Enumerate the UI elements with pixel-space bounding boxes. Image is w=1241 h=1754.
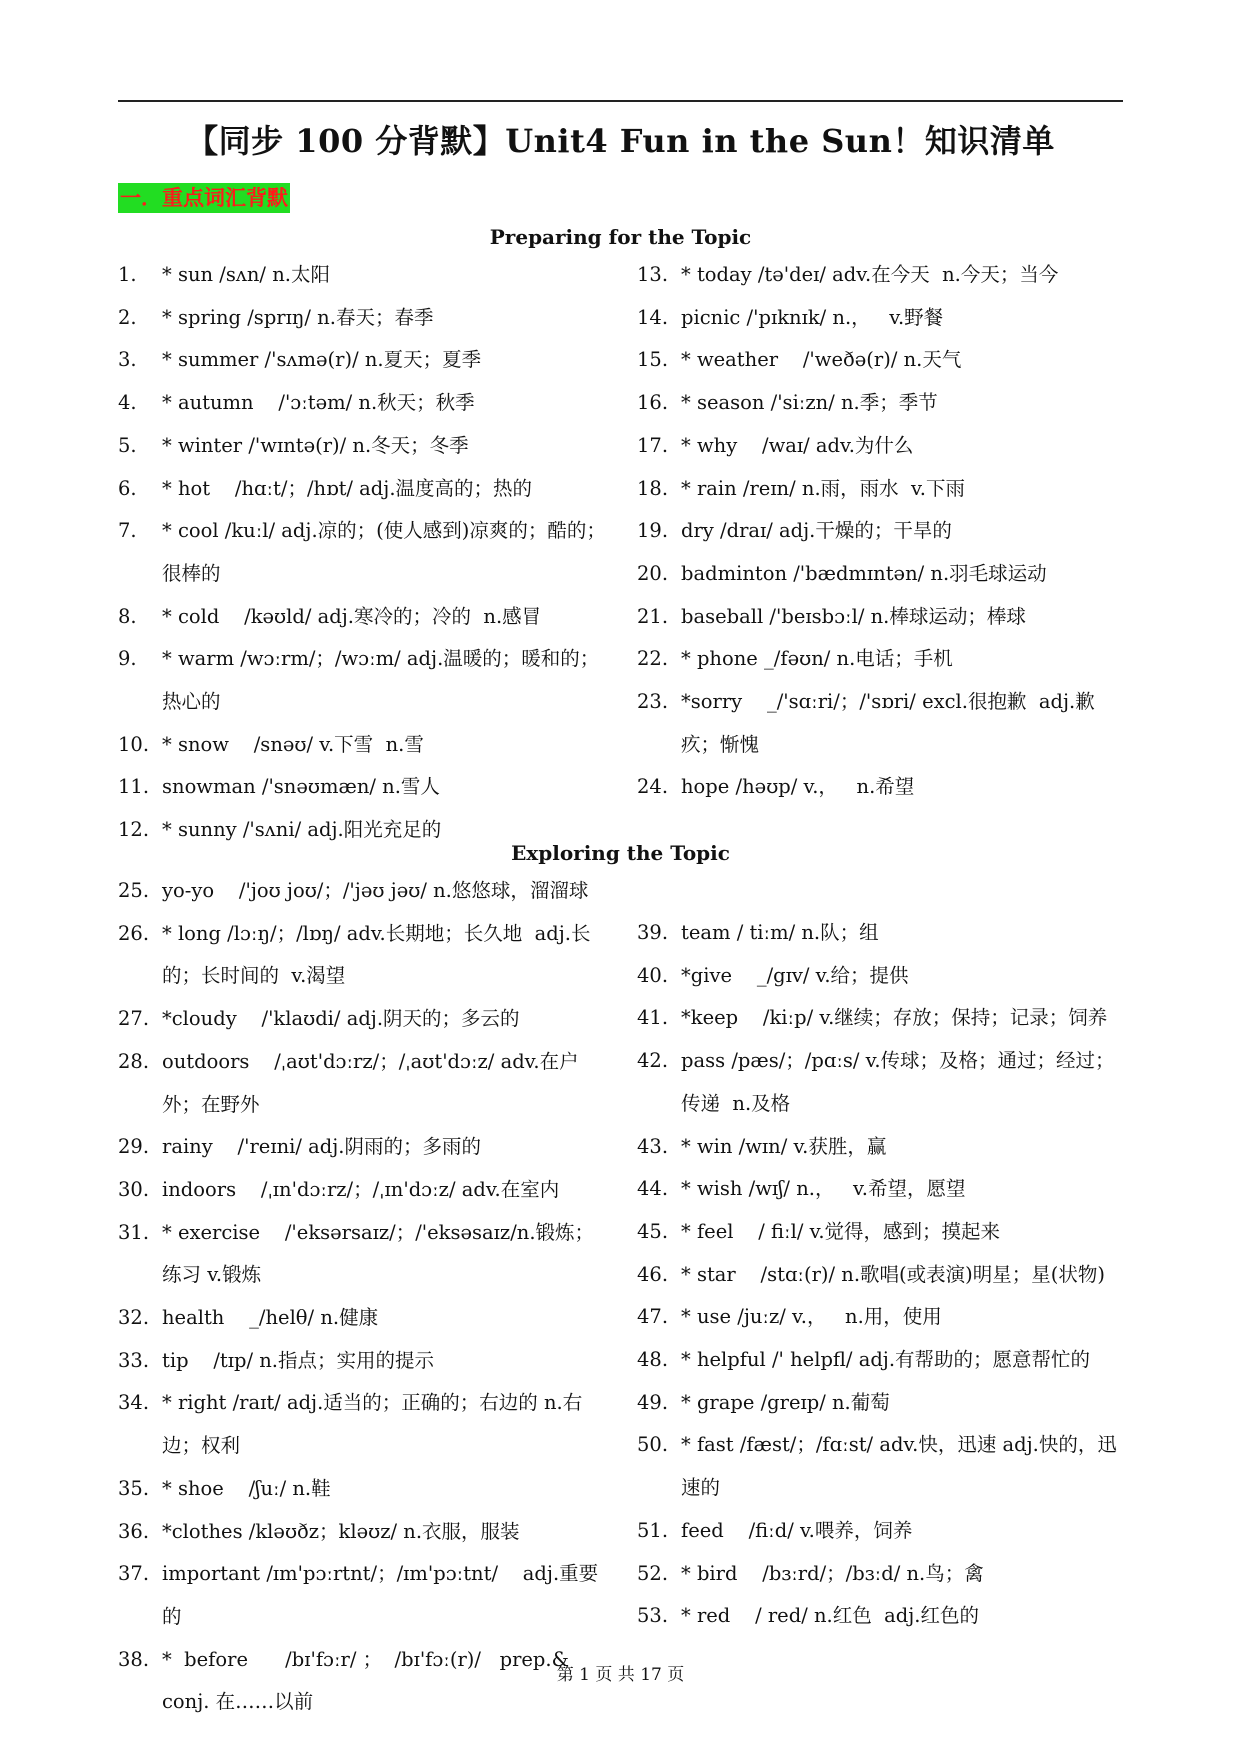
entry-number: 46. (637, 1262, 669, 1286)
entry-number: 14. (637, 305, 669, 329)
entry-number: 5. (118, 433, 137, 457)
entry-number: 25. (118, 879, 150, 902)
vocab-entry (637, 254, 1127, 297)
topic-heading-exploring: Exploring the Topic (511, 841, 730, 865)
entry-text: * sun /sʌn/ n.太阳 (162, 263, 330, 286)
vocab-entry (118, 596, 608, 639)
entry-number: 7. (118, 519, 137, 543)
entry-number: 34. (118, 1391, 150, 1415)
entry-number: 26. (118, 921, 150, 945)
entry-text: snowman /'snəʊmæn/ n.雪人 (162, 775, 440, 799)
entry-text: * sunny /'sʌni/ adj.阳光充足的 (162, 818, 442, 842)
entry-number: 8. (118, 604, 137, 628)
entry-text: * cool /kuːl/ adj.凉的；(使人感到)凉爽的；酷的；很棒的 (162, 519, 606, 585)
vocab-column-right-2 (637, 912, 1127, 1638)
vocab-entry (637, 1296, 1127, 1339)
entry-number: 22. (637, 647, 669, 671)
vocab-entry (118, 1126, 608, 1169)
vocab-entry (637, 1254, 1127, 1297)
entry-text: * snow /snəʊ/ v.下雪 n.雪 (162, 732, 424, 756)
vocab-entry (118, 870, 608, 913)
entry-number: 15. (637, 348, 669, 372)
entry-text: pass /pæs/；/pɑːs/ v.传球；及格；通过；经过；传递 n.及格 (681, 1049, 1115, 1115)
entry-text: *give _/gɪv/ v.给；提供 (681, 963, 909, 987)
entry-number: 38. (118, 1647, 150, 1671)
entry-text: *clothes /kləʊðz；kləʊz/ n.衣服，服装 (162, 1519, 520, 1543)
vocab-entry (637, 596, 1127, 639)
entry-number: 11. (118, 775, 150, 799)
page-footer: 第 1 页 共 17 页 (556, 1665, 685, 1685)
entry-text: indoors /ˌɪn'dɔːrz/；/ˌɪn'dɔːz/ adv.在室内 (162, 1177, 560, 1201)
entry-text: * weather /'weðə(r)/ n.天气 (681, 348, 962, 372)
entry-number: 43. (637, 1134, 669, 1158)
vocab-entry (637, 1126, 1127, 1169)
entry-number: 23. (637, 690, 669, 714)
vocab-entry (637, 1424, 1127, 1509)
entry-number: 18. (637, 476, 669, 500)
entry-number: 50. (637, 1433, 669, 1457)
vocab-entry (637, 553, 1127, 596)
entry-text: * red / red/ n.红色 adj.红色的 (681, 1604, 979, 1628)
entry-number: 3. (118, 348, 137, 372)
vocab-entry (637, 382, 1127, 425)
vocab-entry (118, 1212, 608, 1297)
entry-number: 41. (637, 1006, 669, 1030)
vocab-column-left-1 (118, 254, 608, 852)
vocab-entry (118, 254, 608, 297)
entry-text: * season /'siːzn/ n.季；季节 (681, 391, 938, 415)
section-heading: 一．重点词汇背默 (118, 183, 290, 213)
entry-text: * star /stɑː(r)/ n.歌唱(或表演)明星；星(状物) (681, 1262, 1105, 1286)
entry-text: * why /waɪ/ adv.为什么 (681, 433, 914, 457)
entry-number: 29. (118, 1135, 150, 1159)
entry-number: 4. (118, 391, 137, 415)
entry-number: 31. (118, 1220, 150, 1244)
entry-text: tip /tɪp/ n.指点；实用的提示 (162, 1348, 435, 1372)
vocab-entry (637, 297, 1127, 340)
entry-text: badminton /'bædmɪntən/ n.羽毛球运动 (681, 561, 1047, 585)
entry-text: * rain /reɪn/ n.雨，雨水 v.下雨 (681, 476, 965, 500)
vocab-entry (637, 1553, 1127, 1596)
entry-text: * exercise /'eksərsaɪz/；/'eksəsaɪz/n.锻炼；练习 v.锻炼 (162, 1220, 595, 1287)
entry-number: 12. (118, 818, 150, 842)
entry-text: * autumn /'ɔːtəm/ n.秋天；秋季 (162, 391, 475, 415)
entry-text: outdoors /ˌaʊt'dɔːrz/；/ˌaʊt'dɔːz/ adv.在户外；在野外 (162, 1049, 579, 1116)
entry-text: *keep /kiːp/ v.继续；存放；保持；记录；饲养 (681, 1006, 1108, 1030)
vocab-entry (637, 1040, 1127, 1125)
entry-number: 40. (637, 963, 669, 987)
vocab-entry (118, 510, 608, 595)
vocab-entry (637, 1382, 1127, 1425)
entry-text: yo-yo /'joʊ joʊ/；/'jəʊ jəʊ/ n.悠悠球，溜溜球 (162, 879, 589, 902)
entry-number: 52. (637, 1561, 669, 1585)
vocab-entry (118, 1041, 608, 1126)
vocab-entry (118, 1297, 608, 1340)
entry-text: team / tiːm/ n.队；组 (681, 921, 879, 944)
vocab-column-right-1 (637, 254, 1127, 809)
entry-number: 39. (637, 921, 669, 944)
vocab-entry (118, 638, 608, 723)
entry-number: 27. (118, 1007, 150, 1031)
entry-text: * grape /greɪp/ n.葡萄 (681, 1390, 890, 1414)
entry-text: * helpful /' helpfl/ adj.有帮助的；愿意帮忙的 (681, 1348, 1091, 1372)
entry-number: 2. (118, 305, 137, 329)
vocab-entry (118, 913, 608, 998)
vocab-entry (637, 425, 1127, 468)
entry-number: 35. (118, 1476, 150, 1500)
entry-text: *cloudy /'klaʊdi/ adj.阴天的；多云的 (162, 1007, 520, 1031)
vocab-entry (637, 1510, 1127, 1553)
page-title: 【同步 100 分背默】Unit4 Fun in the Sun！知识清单 (186, 122, 1055, 160)
entry-text: feed /fiːd/ v.喂养，饲养 (681, 1518, 913, 1542)
entry-number: 37. (118, 1562, 150, 1586)
entry-text: * feel / fiːl/ v.觉得，感到；摸起来 (681, 1219, 1001, 1243)
vocab-entry (637, 468, 1127, 511)
vocab-entry (118, 339, 608, 382)
entry-text: * use /juːz/ v.， n.用，使用 (681, 1305, 942, 1329)
vocab-entry (637, 1595, 1127, 1638)
entry-number: 6. (118, 476, 137, 500)
entry-text: * right /raɪt/ adj.适当的；正确的；右边的 n.右边；权利 (162, 1391, 583, 1458)
vocab-entry (118, 1468, 608, 1511)
entry-text: * win /wɪn/ v.获胜，赢 (681, 1134, 887, 1158)
entry-number: 13. (637, 263, 669, 286)
entry-text: * spring /sprɪŋ/ n.春天；春季 (162, 305, 434, 329)
entry-number: 30. (118, 1177, 150, 1201)
entry-text: baseball /'beɪsbɔːl/ n.棒球运动；棒球 (681, 604, 1026, 628)
vocab-entry (118, 382, 608, 425)
entry-text: * cold /kəʊld/ adj.寒冷的；冷的 n.感冒 (162, 604, 542, 628)
entry-number: 44. (637, 1177, 669, 1201)
entry-text: health _/helθ/ n.健康 (162, 1306, 379, 1330)
entry-number: 49. (637, 1390, 669, 1414)
entry-text: * shoe /ʃuː/ n.鞋 (162, 1476, 331, 1500)
entry-text: * before /bɪ'fɔːr/ ； /bɪ'fɔː(r)/ prep.& conj. 在……以前 (162, 1647, 576, 1714)
vocab-entry (118, 1382, 608, 1467)
vocab-entry (637, 766, 1127, 809)
entry-number: 48. (637, 1348, 669, 1372)
entry-text: * bird /bɜːrd/；/bɜːd/ n.鸟；禽 (681, 1561, 984, 1585)
entry-number: 21. (637, 604, 669, 628)
entry-text: * warm /wɔːrm/；/wɔːm/ adj.温暖的；暖和的；热心的 (162, 647, 600, 714)
vocab-entry (637, 638, 1127, 681)
vocab-entry (637, 1211, 1127, 1254)
entry-number: 28. (118, 1049, 150, 1073)
vocab-column-left-2 (118, 870, 608, 1724)
entry-text: * today /tə'deɪ/ adv.在今天 n.今天；当今 (681, 263, 1059, 286)
entry-number: 42. (637, 1049, 669, 1073)
entry-text: rainy /'reɪni/ adj.阴雨的；多雨的 (162, 1135, 481, 1159)
entry-number: 10. (118, 732, 150, 756)
entry-text: important /ɪm'pɔːrtnt/；/ɪm'pɔːtnt/ adj.重要的 (162, 1562, 599, 1628)
entry-number: 53. (637, 1604, 669, 1628)
entry-number: 19. (637, 519, 669, 543)
entry-text: * phone _/fəʊn/ n.电话；手机 (681, 647, 953, 671)
vocab-entry (118, 998, 608, 1041)
entry-text: *sorry _/'sɑːri/；/'sɒri/ excl.很抱歉 adj.歉疚；惭愧 (681, 690, 1095, 756)
top-rule (118, 100, 1123, 102)
entry-text: * winter /'wɪntə(r)/ n.冬天；冬季 (162, 433, 469, 457)
entry-text: picnic /'pɪknɪk/ n.， v.野餐 (681, 305, 944, 329)
entry-number: 1. (118, 263, 137, 286)
entry-text: dry /draɪ/ adj.干燥的；干旱的 (681, 519, 952, 543)
entry-number: 9. (118, 647, 137, 671)
vocab-entry (118, 1553, 608, 1638)
entry-text: * summer /'sʌmə(r)/ n.夏天；夏季 (162, 348, 482, 372)
entry-number: 17. (637, 433, 669, 457)
vocab-entry (637, 955, 1127, 998)
entry-number: 33. (118, 1348, 150, 1372)
vocab-entry (637, 912, 1127, 955)
vocab-entry (118, 1340, 608, 1383)
entry-text: * hot /hɑːt/；/hɒt/ adj.温度高的；热的 (162, 476, 533, 500)
entry-number: 24. (637, 775, 669, 799)
entry-number: 47. (637, 1305, 669, 1329)
vocab-entry (637, 681, 1127, 766)
vocab-entry (118, 425, 608, 468)
vocab-entry (118, 724, 608, 767)
entry-text: hope /həʊp/ v.， n.希望 (681, 775, 915, 799)
vocab-entry (637, 339, 1127, 382)
entry-number: 20. (637, 561, 669, 585)
entry-number: 36. (118, 1519, 150, 1543)
vocab-entry (637, 997, 1127, 1040)
topic-heading-preparing: Preparing for the Topic (489, 225, 752, 249)
vocab-entry (118, 468, 608, 511)
entry-number: 16. (637, 391, 669, 415)
vocab-entry (637, 1168, 1127, 1211)
vocab-entry (637, 1339, 1127, 1382)
entry-text: * fast /fæst/；/fɑːst/ adv.快，迅速 adj.快的，迅速的 (681, 1433, 1117, 1500)
entry-text: * wish /wɪʃ/ n.， v.希望，愿望 (681, 1177, 966, 1201)
vocab-entry (637, 510, 1127, 553)
vocab-entry (118, 297, 608, 340)
entry-number: 32. (118, 1306, 150, 1330)
vocab-entry (118, 766, 608, 809)
vocab-entry (118, 1169, 608, 1212)
entry-number: 51. (637, 1518, 669, 1542)
vocab-entry (118, 1511, 608, 1554)
entry-number: 45. (637, 1219, 669, 1243)
entry-text: * long /lɔːŋ/；/lɒŋ/ adv.长期地；长久地 adj.长的；长时间的 v.渴望 (162, 921, 591, 988)
